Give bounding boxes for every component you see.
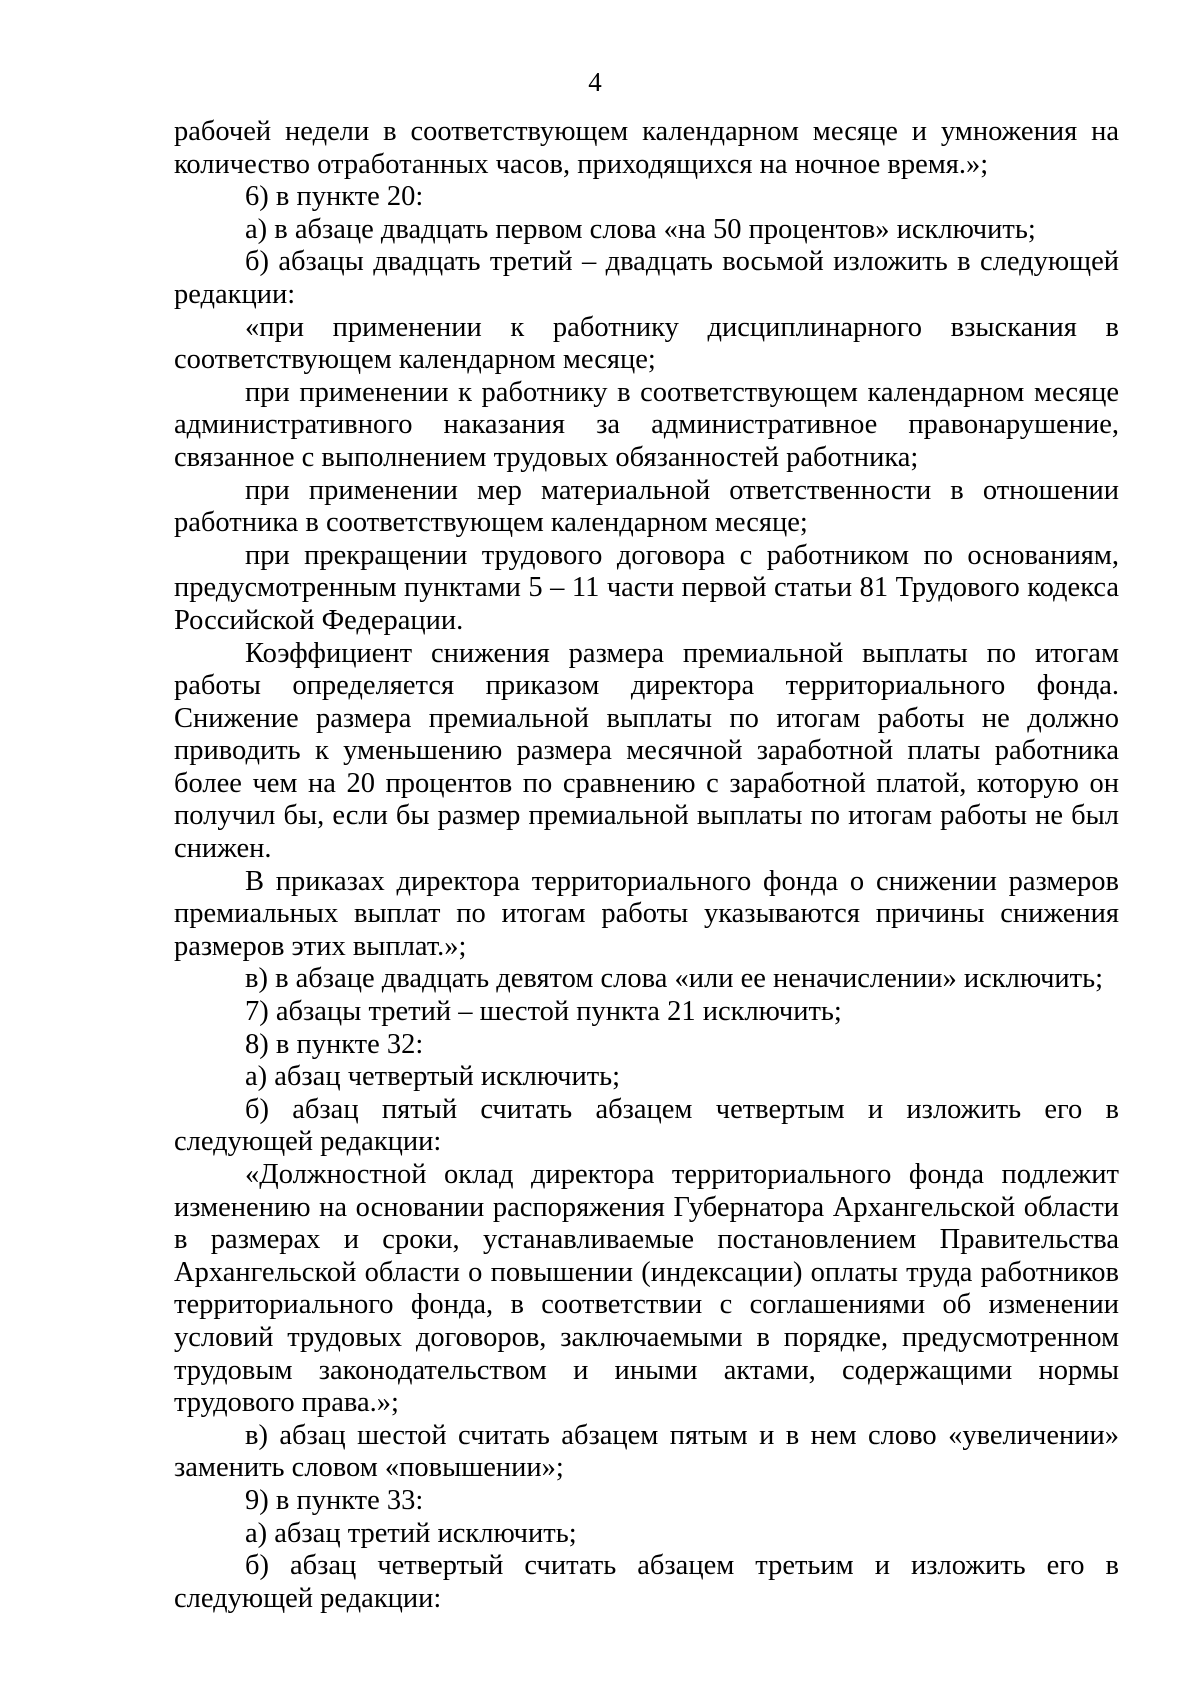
paragraph: а) абзац четвертый исключить; [245,1061,621,1093]
paragraph: «при применении к работнику дисциплинарного взыскания в соответствующем календарном месяце; [174,311,1119,376]
paragraph: при прекращении трудового договора с работником по основаниям, предусмотренным пунктами 5 – 11 части первой статьи 81 Трудового кодекса Российской Федерации. [174,539,1119,636]
page-number: 4 [588,67,602,97]
paragraph: при применении мер материальной ответственности в отношении работника в соответствующем календарном месяце; [174,474,1119,539]
paragraph: б) абзацы двадцать третий – двадцать восьмой изложить в следующей редакции: [174,246,1119,310]
paragraph: 7) абзацы третий – шестой пункта 21 исключить; [245,996,842,1028]
paragraph: а) абзац третий исключить; [245,1517,577,1549]
paragraph: 8) в пункте 32: [245,1028,424,1060]
paragraph: В приказах директора территориального фонда о снижении размеров премиальных выплат по итогам работы указываются причины снижения размеров этих выплат.»; [174,865,1119,962]
paragraph: а) в абзаце двадцать первом слова «на 50 процентов» исключить; [245,213,1036,245]
paragraph: при применении к работнику в соответствующем календарном месяце административного наказания за административное правонарушение, связанное с выполнением трудовых обязанностей работника; [174,376,1119,473]
paragraph: 6) в пункте 20: [245,181,424,213]
paragraph: б) абзац четвертый считать абзацем третьим и изложить его в следующей редакции: [174,1550,1119,1614]
paragraph: в) абзац шестой считать абзацем пятым и в нем слово «увеличении» заменить словом «повышении»; [174,1419,1119,1484]
document-body [174,116,1119,1615]
paragraph: б) абзац пятый считать абзацем четвертым и изложить его в следующей редакции: [174,1093,1119,1158]
paragraph-continuation: рабочей недели в соответствующем календарном месяце и умножения на количество отработанных часов, приходящихся на ночное время.»; [174,116,1119,180]
paragraph: в) в абзаце двадцать девятом слова «или ее неначислении» исключить; [245,963,1104,995]
paragraph: «Должностной оклад директора территориального фонда подлежит изменению на основании распоряжения Губернатора Архангельской области в размерах и сроки, устанавливаемые постановлением Правительства Архангельской области о повышении (индексации) оплаты труда работников территориального фонда, в соответствии с соглашениями об изменении условий трудовых договоров, заключаемыми в порядке, предусмотренном трудовым законодательством и иными актами, содержащими нормы трудового права.»; [174,1159,1119,1419]
paragraph: 9) в пункте 33: [245,1484,424,1516]
paragraph: Коэффициент снижения размера премиальной выплаты по итогам работы определяется приказом директора территориального фонда. Снижение размера премиальной выплаты по итогам работы не должно приводить к уменьшению размера месячной заработной платы работника более чем на 20 процентов по сравнению с заработной платой, которую он получил бы, если бы размер премиальной выплаты по итогам работы не был снижен. [174,637,1119,865]
